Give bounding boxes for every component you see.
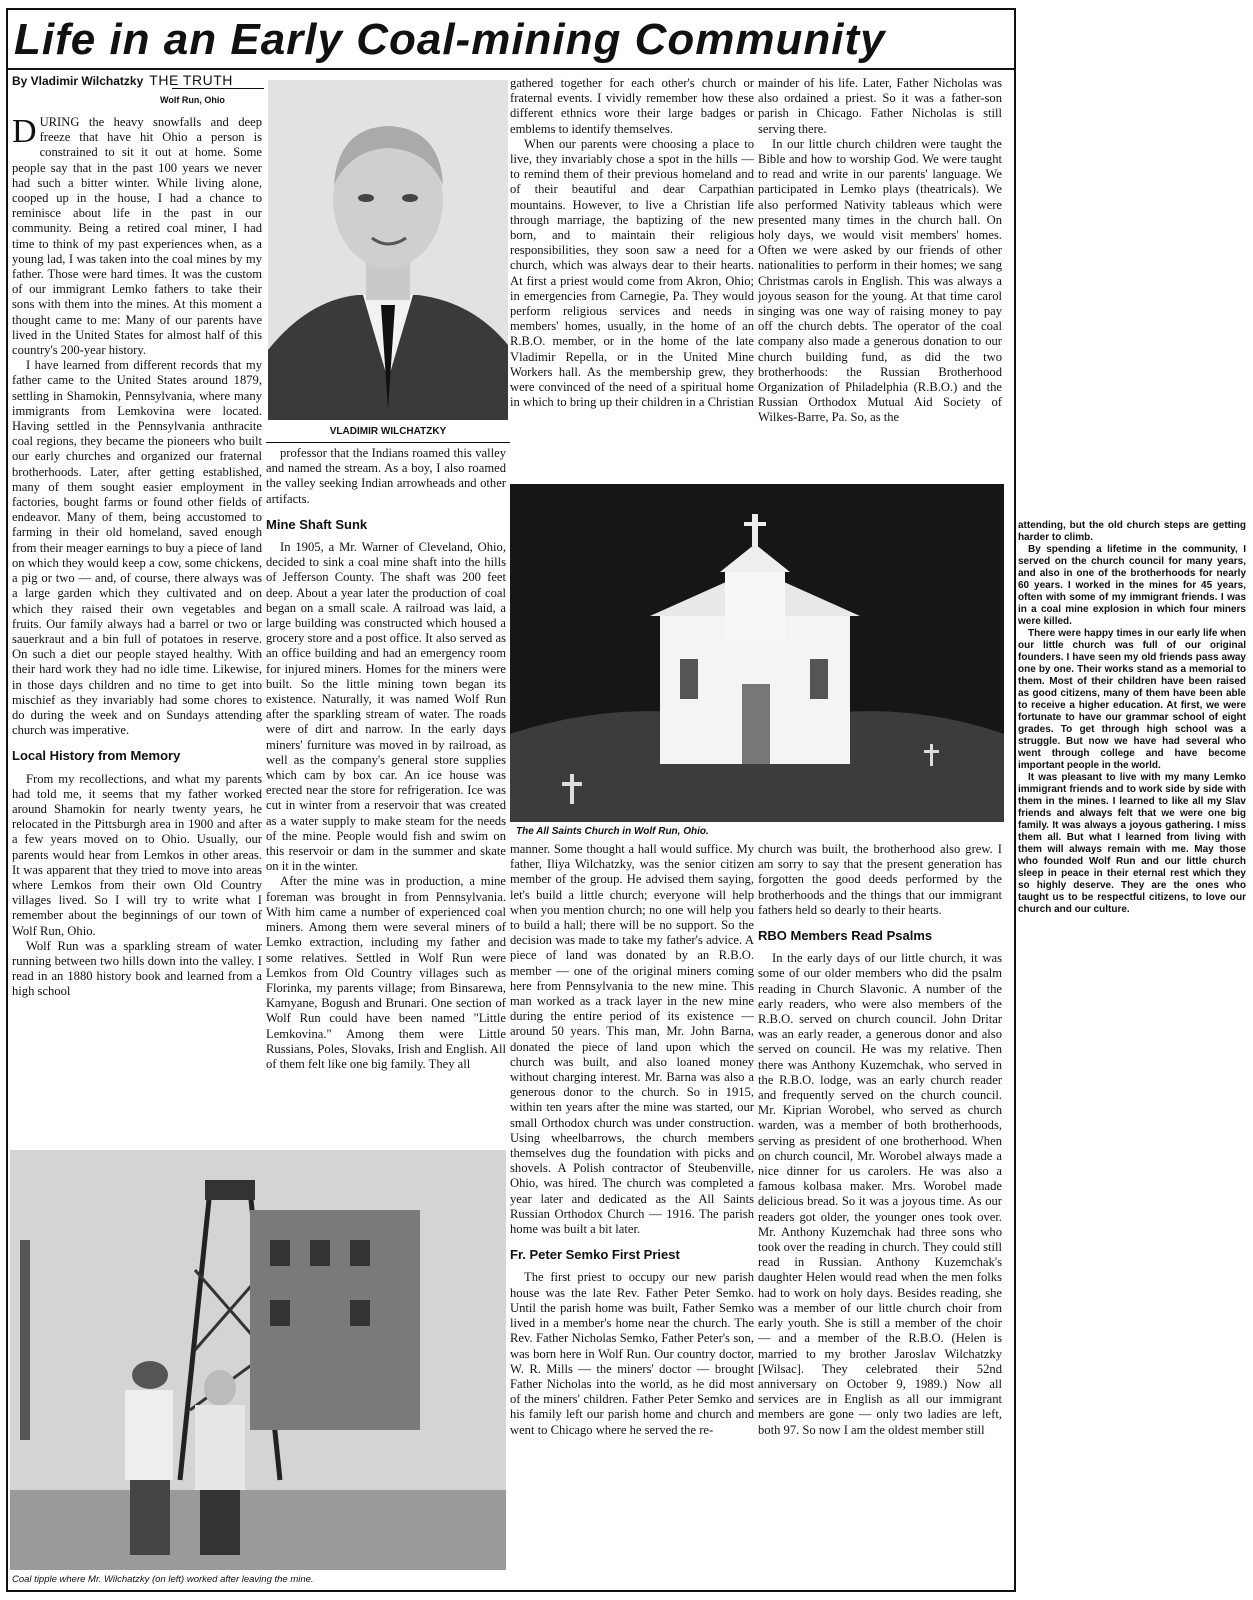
paragraph: The first priest to occupy our new parish house was the late Rev. Father Peter Semko. Until the parish home was built, Father Semko lived in a member's home near the church. The Rev. Father Nicholas Semko, Father Peter's son, was born here in Wolf Run. Our country doctor, W. R. Mills — the miners' doctor — brought Father Nicholas into the world, as he did most of the miners' children. Father Peter Semko and his family left our parish home and church and went to Chicago where he served the re- xyxy=(510,1270,754,1437)
dateline: Wolf Run, Ohio xyxy=(160,95,225,105)
headline-rule xyxy=(8,68,1014,70)
subheading-mine-shaft: Mine Shaft Sunk xyxy=(266,516,368,532)
paragraph: manner. Some thought a hall would suffice. My father, Iliya Wilchatzky, was the senior citizen member of the group. He advised them saying, let's build a little church; everyone will help when you mention church; no one will help you to build a hall; there will be no support. So the decision was made to take my father's advice. A piece of land was donated by an R.B.O. member — one of the original miners coming here from Pennsylvania to the new mine. This man worked as a track layer in the new mine during the entire period of its existence — around 50 years. This man, Mr. John Barna, donated the piece of land upon which the church was built, and also loaned money without charging interest. Mr. Barna was also a generous donor to the church. So in 1915, within ten years after the mine was started, our small Orthodox church was under construction. Using wheelbarrows, the church members themselves dug the foundation with picks and shovels. A Polish contractor of Steubenville, Ohio, was hired. The church was completed a year later and dedicated as the All Saints Russian Orthodox Church — 1916. The parish home was built a bit later. xyxy=(510,842,754,1237)
church-image xyxy=(510,484,1004,822)
paragraph: DURING the heavy snowfalls and deep freeze that have hit Ohio a person is constrained to sit it out at home. Some people say that in the past 100 years we never had such a bitter winter. While living alone, cooped up in the house, I had a chance to reminisce about life in the past in our community. Being a retired coal miner, I had time to think of my past experiences when, as a young lad, I was taken into the coal mines by my father. Those were hard times. It was the custom of our immigrant Lemko fathers to take their sons with them into the mines. At this moment a thought came to me: Many of our parents have lived in the United States for almost half of this country's 200-year history. xyxy=(12,115,262,358)
paragraph: It was pleasant to live with my many Lemko immigrant friends and to work side by side with them in the mines. I learned to like all my Slav friends and always felt that we were one big family. It was always a joyous gathering. I miss them all. But what I learned from living with them will always remain with me. May those who founded Wolf Run and our little church sleep in peace in their eternal rest which they so highly deserve. They are the ones who taught us to be respectful citizens, to love our church and our culture. xyxy=(1018,772,1246,915)
portrait-caption: VLADIMIR WILCHATZKY xyxy=(329,426,447,437)
tipple-caption: Coal tipple where Mr. Wilchatzky (on left) worked after leaving the mine. xyxy=(12,1574,314,1585)
column-3-top xyxy=(510,76,754,478)
paragraph: attending, but the old church steps are getting harder to climb. xyxy=(1018,520,1246,543)
church-photo xyxy=(510,484,1004,822)
continuation-column xyxy=(1018,520,1246,916)
paragraph: By spending a lifetime in the community, I served on the church council for many years, and also in one of the brotherhoods for nearly 60 years. I worked in the mines for 45 years, often with some of my immigrant friends. I was in a coal mine explosion in which four miners were killed. xyxy=(1018,544,1246,627)
paragraph: There were happy times in our early life when our little church was full of our original founders. I have seen my old friends pass away one by one. Their works stand as a memorial to them. Most of their children have been raised as good citizens, many of them have been able to receive a higher education. At first, we were fortunate to have our grammar school of eight grades. To get through high school was a struggle. But now we have had several who went through college and have become important people in the world. xyxy=(1018,628,1246,771)
column-4-bottom xyxy=(758,842,1002,1588)
caption-rule xyxy=(266,442,510,443)
paragraph: mainder of his life. Later, Father Nicholas was also ordained a priest. So it was a father-son parish in Chicago. Father Nicholas is still serving there. xyxy=(758,76,1002,136)
subheading-local-history: Local History from Memory xyxy=(12,748,181,764)
paragraph: After the mine was in production, a mine foreman was brought in from Pennsylvania. With him came a number of experienced coal miners. Among them were several miners of Lemko extraction, including my father and some relatives. Settled in Wolf Run were Lemkos from Old Country villages such as Florinka, my parents village; from Binsarewa, Kamyane, Bogush and Brunari. One section of Wolf Run could have been named "Little Lemkovina." Among them were Little Russians, Poles, Slovaks, Irish and English. All of them felt like one big family. They all xyxy=(266,874,506,1071)
byline xyxy=(12,72,233,88)
headline: Life in an Early Coal-mining Community xyxy=(14,15,886,64)
paragraph: I have learned from different records that my father came to the United States around 1879, settling in Shamokin, Pennsylvania, where many immigrants from Lemkovina were located. Having settled in the Pennsylvania anthracite coal regions, they became the pioneers who built our early churches and organized our fraternal brotherhoods. Later, after getting established, many of them sought easier employment in factories, bought farms or found other fields of endeavor. Many of them, being accustomed to farming in their old homeland, saved enough from their meager earnings to buy a piece of land on which they would keep a cow, some chickens, a pig or two — and, of course, there always was a large garden which they cultivated and on which they raised their own vegetables and fruits. Our family always had a barrel or two or sauerkraut and a bin full of potatoes in reserve. On such a diet our people stayed healthy. With their hard work they had no idle time. Likewise, in those days children and no time to get into mischief as they invariably had some chores to do during the week and on Sundays attending church was imperative. xyxy=(12,358,262,738)
coal-tipple-photo xyxy=(10,1150,506,1570)
paragraph: church was built, the brotherhood also grew. I am sorry to say that the present generation has forgotten the good deeds performed by the brotherhoods and the things that our immigrant fathers held so dearly to their hearts. xyxy=(758,842,1002,917)
church-caption: The All Saints Church in Wolf Run, Ohio. xyxy=(516,826,709,837)
paragraph: In the early days of our little church, it was some of our older members who did the psalm reading in Church Slavonic. A number of the early readers, who were also members of the R.B.O. served on church council. John Dritar was an early reader, a generous donor and also served on council. He was my relative. Then there was Anthony Kuzemchak, who served in the R.B.O. lodge, was an early church reader and frequently served on the church council. Mr. Kiprian Worobel, who served as church warden, was a member of both brotherhoods, serving as president of one brotherhood. When on church council, Mr. Worobel always made a nice dinner for us carolers. He was also a famous kolbasa maker. Mrs. Worobel made delicious bread. So it was a joyous time. As our readers got older, the younger ones took over. Mr. Anthony Kuzemchak had three sons who took over the reading in church. They could still read in Russian. Anthony Kuzemchak's daughter Helen would read when the men folks had to work on holy days. Besides reading, she was a member of our little church choir from early youth. She is still a member of the choir — and a member of the R.B.O. (Helen is married to my brother Jaroslav Wilchatzky [Wilsac]. They celebrated their 52nd anniversary on October 9, 1989.) Now all services are in English as all our immigrant members are gone — only two ladies are left, both 97. So now I am the oldest member still xyxy=(758,951,1002,1437)
portrait-photo xyxy=(268,80,508,420)
byline-rule xyxy=(172,88,264,89)
paragraph: When our parents were choosing a place to live, they invariably chose a spot in the hills — to remind them of their previous homeland and of their beautiful and dear Carpathian mountains. However, to live a Christian life through marriage, the baptizing of the new born, and to maintain their religious responsibilities, they soon saw a need for a church, which was always dear to their hearts. At first a priest would come from Akron, Ohio; in emergencies from Carnegie, Pa. They would perform religious services and needs in members' homes, usually, in the home of an R.B.O. member, or in the home of the late Vladimir Repella, or in the United Mine Workers hall. As the membership grew, they were convinced of the need of a spiritual home in which to bring up their children in a Christian xyxy=(510,136,754,410)
column-2 xyxy=(266,446,506,1146)
subheading-rbo-psalms: RBO Members Read Psalms xyxy=(758,928,933,944)
paragraph: gathered together for each other's church or fraternal events. I vividly remember how these different ethnics wore their large badges or emblems to identify themselves. xyxy=(510,76,754,136)
author: By Vladimir Wilchatzky xyxy=(12,74,144,88)
publication-name: THE TRUTH xyxy=(149,72,233,88)
column-1 xyxy=(12,115,262,1145)
paragraph: In 1905, a Mr. Warner of Cleveland, Ohio, decided to sink a coal mine shaft into the hills of Jefferson County. The shaft was 200 feet deep. About a year later the production of coal began on a small scale. A railroad was laid, a large building was constructed which housed a grocery store and a post office. It also served as an office building and had an emergency room for injured miners. Homes for the miners were built. So the little mining town began its existence. Naturally, it was named Wolf Run after the sparkling stream of water. The roads were of dirt and narrow. In the early days miners' furniture was moved in by railroad, as well as the company's general store supplies which cam by box car. An ice house was erected near the store for refrigeration. Ice was cut in winter from a reservoir that was created as a water supply to make steam for the needs of the mine. People would fish and swim on this reservoir or dam in the summer and skate on it in the winter. xyxy=(266,540,506,874)
paragraph: In our little church children were taught the Bible and how to worship God. We were taught to read and write in our parents' language. We participated in Lemko plays (theatricals). We also performed Nativity tableaus which were presented many times in the church hall. On holy days, we would visit members' homes. Often we were asked by our friends of other nationalities to perform in their homes; we sang Christmas carols in English. This was always a joyous season for the young. At that time carol singing was one way of raising money to pay off the church debts. The operator of the coal company also made a generous donation to our church building fund, as did the two brotherhoods: the Russian Brotherhood Organization of Philadelphia (R.B.O.) and the Russian Orthodox Mutual Aid Society of Wilkes-Barre, Pa. So, as the xyxy=(758,136,1002,425)
drop-cap: D xyxy=(12,115,37,150)
column-3-bottom xyxy=(510,842,754,1588)
portrait-image xyxy=(268,80,508,420)
coal-tipple-image xyxy=(10,1150,506,1570)
paragraph: From my recollections, and what my parents had told me, it seems that my father worked around Shamokin for nearly twenty years, he relocated in the Pittsburgh area in 1900 and after a few years moved on to Ohio. Usually, our parents would hear from Lemkos in other areas. It was apparent that they tried to move into areas where Lemkos from their own Old Country villages lived. So I will try to write what I remember about the beginnings of our town of Wolf Run, Ohio. xyxy=(12,771,262,938)
subheading-first-priest: Fr. Peter Semko First Priest xyxy=(510,1247,680,1263)
paragraph: Wolf Run was a sparkling stream of water running between two hills down into the valley. I read in an 1880 history book and learned from a high school xyxy=(12,938,262,999)
column-4-top xyxy=(758,76,1002,478)
paragraph: professor that the Indians roamed this valley and named the stream. As a boy, I also roamed the valley seeking Indian arrowheads and other artifacts. xyxy=(266,446,506,506)
